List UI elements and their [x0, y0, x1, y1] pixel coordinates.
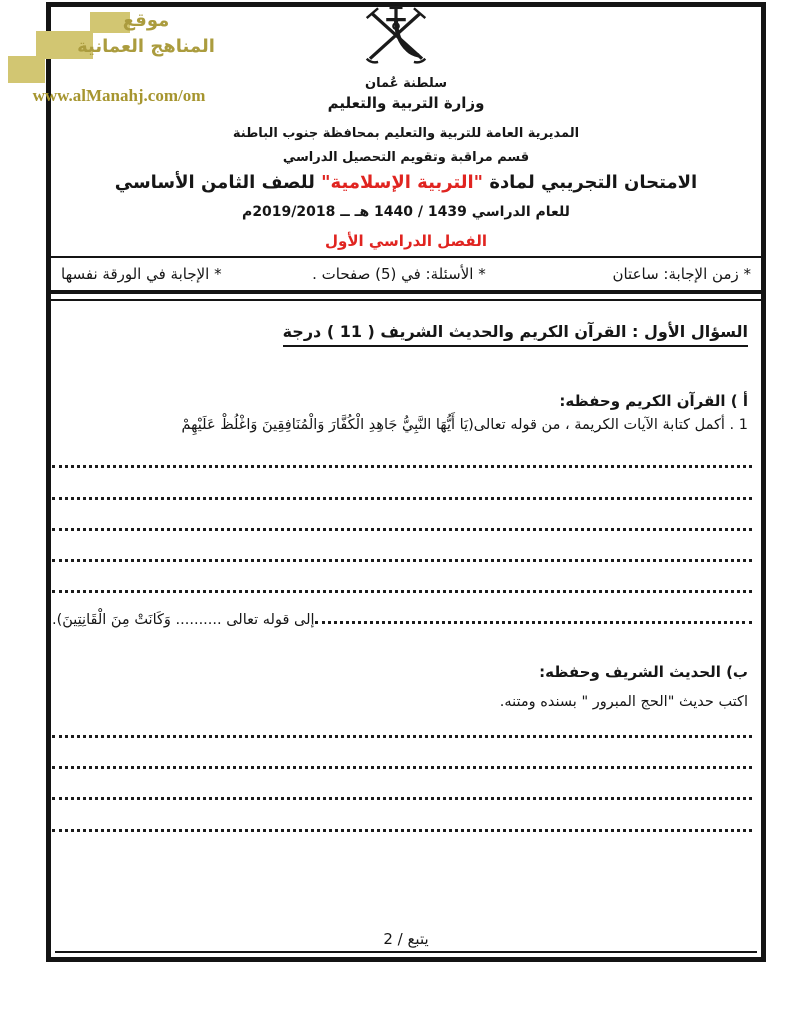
part-b-title: ب) الحديث الشريف وحفظه: — [539, 663, 748, 681]
site-name-line1: موقع — [122, 10, 170, 31]
info-answer-time: * زمن الإجابة: ساعتان — [612, 265, 751, 283]
department-line: قسم مراقبة وتقويم التحصيل الدراسي — [282, 150, 530, 165]
info-bar-bottom-rule — [51, 290, 761, 294]
part-a-title: أ ) القرآن الكريم وحفظه: — [559, 392, 748, 410]
part-a-prompt: 1 . أكمل كتابة الآيات الكريمة ، من قوله تعالى(يَا أَيُّهَا النَّبِيُّ جَاهِدِ الْكُفَّارَ وَالْمُنَافِقِينَ وَاغْلُظْ عَلَيْهِمْ — [181, 417, 748, 433]
sultanate-name: سلطنة عُمان — [364, 76, 448, 91]
part-a-end-line — [52, 604, 752, 628]
academic-year: للعام الدراسي 1439 / 1440 هـ ــ 2019/2018م — [242, 204, 570, 220]
answer-dotted-line — [52, 730, 752, 738]
directorate-line: المديرية العامة للتربية والتعليم بمحافظة جنوب الباطنة — [232, 126, 580, 141]
semester-title: الفصل الدراسي الأول — [325, 232, 487, 250]
exam-title-suffix: للصف الثامن الأساسي — [114, 172, 322, 193]
info-bar-top-rule — [51, 256, 761, 258]
ministry-name: وزارة التربية والتعليم — [327, 94, 485, 112]
answer-dotted-line — [52, 492, 752, 500]
answer-dotted-line — [52, 761, 752, 769]
logo-square-icon — [8, 56, 45, 83]
page-frame — [46, 2, 766, 962]
site-logo — [56, 8, 236, 60]
info-answer-location: * الإجابة في الورقة نفسها — [61, 265, 222, 283]
answer-dotted-line — [52, 585, 752, 593]
page-continuation-label: يتبع / 2 — [383, 930, 429, 948]
answer-dotted-line — [52, 460, 752, 468]
answer-dotted-line — [52, 824, 752, 832]
answer-dotted-filler — [315, 621, 752, 624]
exam-title-prefix: الامتحان التجريبي لمادة — [483, 172, 698, 193]
answer-dotted-line — [52, 554, 752, 562]
question-1-heading: السؤال الأول : القرآن الكريم والحديث الشريف ( 11 ) درجة — [283, 322, 748, 347]
answer-dotted-line — [52, 523, 752, 531]
site-url: www.alManahj.com/om — [32, 86, 206, 105]
exam-title — [46, 172, 766, 193]
exam-subject-highlight: "التربية الإسلامية" — [321, 172, 484, 193]
content-box-top-rule — [51, 299, 761, 301]
site-name-line2: المناهج العمانية — [77, 36, 215, 58]
oman-emblem-icon — [353, 5, 439, 75]
info-question-pages: * الأسئلة: في (5) صفحات . — [312, 265, 486, 283]
part-b-prompt: اكتب حديث "الحج المبرور " بسنده ومتنه. — [499, 694, 748, 710]
info-bar — [51, 260, 761, 288]
part-a-end-text: إلى قوله تعالى .......... وَكَانَتْ مِنَ الْقَانِتِينَ). — [52, 612, 315, 628]
answer-dotted-line — [52, 792, 752, 800]
